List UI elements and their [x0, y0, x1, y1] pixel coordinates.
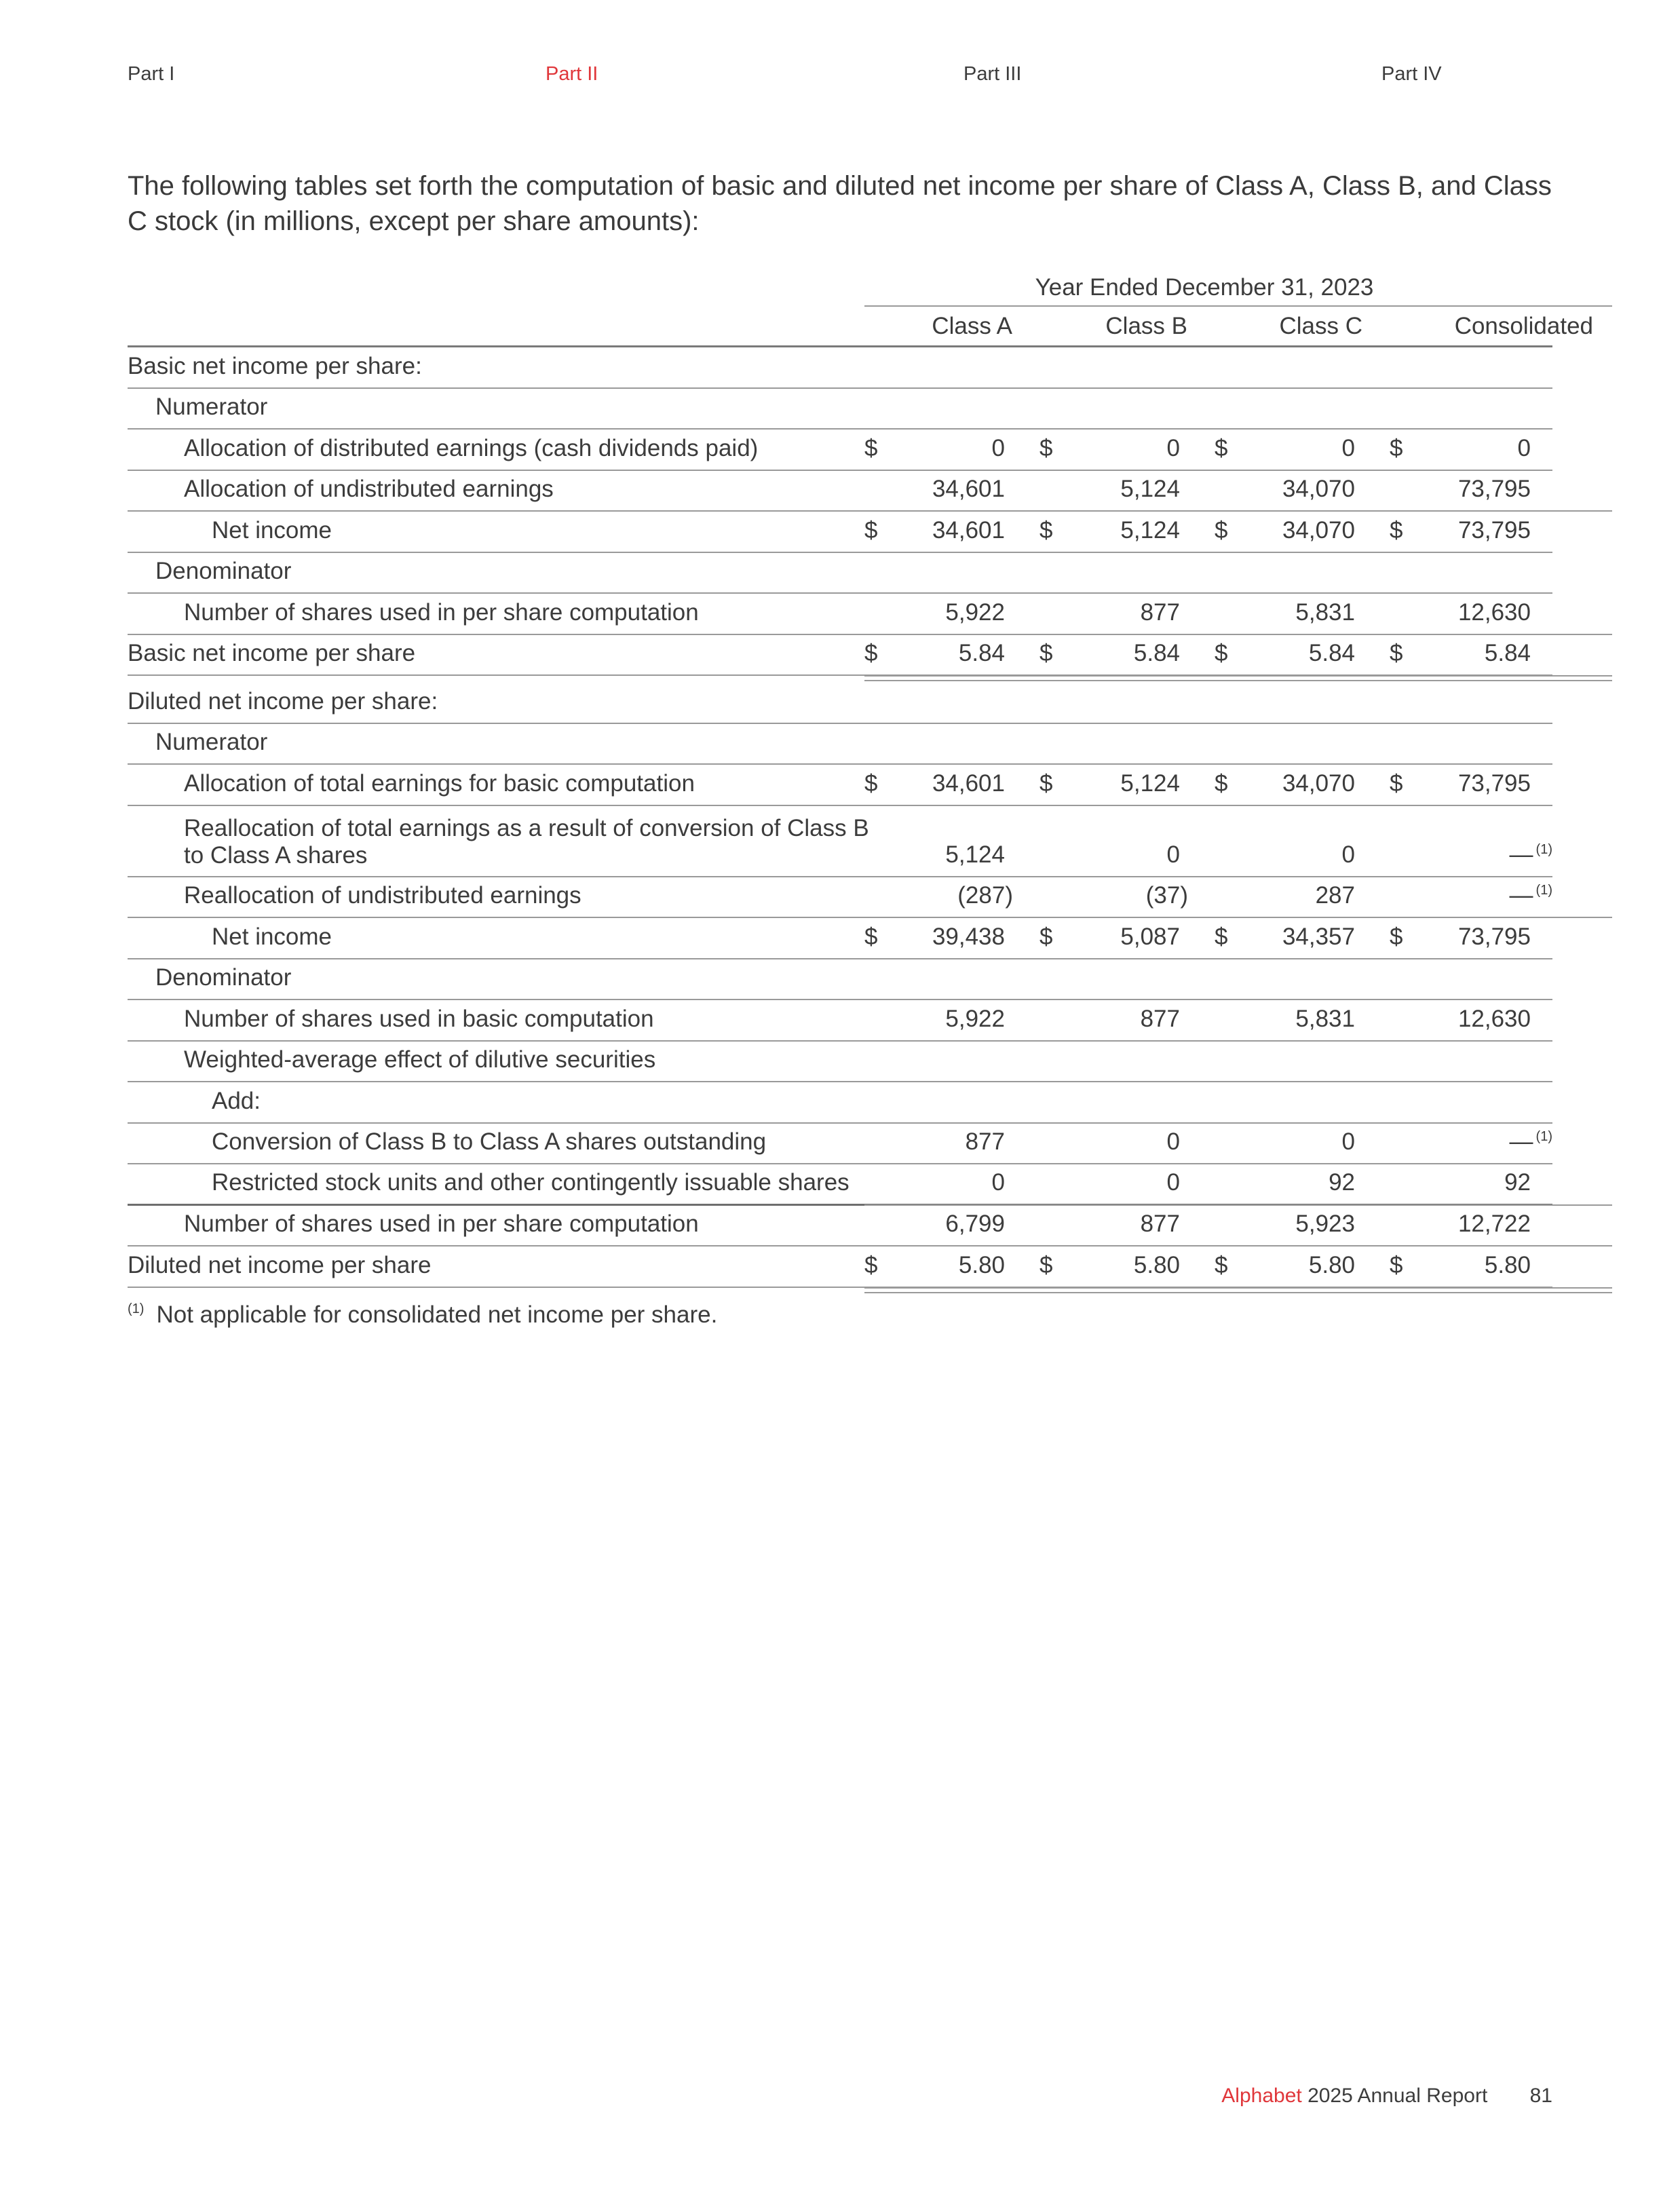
- cell-value: 12,630: [1457, 1005, 1531, 1032]
- row-label: Net income: [212, 516, 332, 544]
- table-row: [128, 347, 1552, 389]
- cell-value: (287): [957, 882, 1013, 909]
- cell-value: 5,922: [945, 1005, 1005, 1032]
- cell-value: 34,601: [932, 516, 1005, 544]
- cell-value: — $^{(1)}$: [1509, 882, 1552, 909]
- page-footer: [1221, 2085, 1552, 2108]
- cell-value: 5.84: [958, 640, 1005, 666]
- row-label: Denominator: [155, 964, 292, 991]
- cell-value: 73,795: [1457, 769, 1531, 797]
- currency-symbol: $: [864, 516, 878, 544]
- footer-brand: Alphabet: [1221, 2085, 1302, 2107]
- currency-symbol: $: [1039, 434, 1053, 461]
- cell-value: 0: [1341, 434, 1355, 461]
- nav-part-4[interactable]: Part IV: [1381, 63, 1442, 85]
- row-label: Diluted net income per share:: [128, 687, 438, 715]
- currency-symbol: $: [864, 923, 878, 950]
- cell-value: 0: [1341, 1128, 1355, 1155]
- table-row: [128, 959, 1552, 1001]
- row-label-line: to Class A shares: [184, 841, 368, 869]
- col-header-class-a: Class A: [932, 313, 1012, 339]
- row-label: Add:: [212, 1087, 261, 1114]
- table-row: [128, 806, 1552, 877]
- cell-value: 5,124: [1120, 769, 1180, 797]
- footnote-text: Not applicable for consolidated net income per share.: [156, 1301, 718, 1328]
- cell-value: 5,831: [1295, 1005, 1355, 1032]
- row-label: Number of shares used in basic computation: [184, 1005, 654, 1032]
- currency-symbol: $: [1390, 516, 1403, 544]
- cell-value: 0: [991, 434, 1005, 461]
- footnote-ref: (1): [1535, 1129, 1552, 1145]
- nav-part-3[interactable]: Part III: [963, 63, 1022, 85]
- currency-symbol: $: [1039, 516, 1053, 544]
- table-row: [128, 635, 1552, 677]
- total-rule: [864, 634, 1612, 635]
- cell-value: 5,831: [1295, 598, 1355, 626]
- currency-symbol: $: [864, 640, 878, 666]
- cell-value: 34,070: [1282, 769, 1355, 797]
- table-row: [128, 1164, 1552, 1206]
- cell-value: 92: [1329, 1168, 1355, 1196]
- footnote-marker: (1): [128, 1301, 145, 1316]
- currency-symbol: $: [1390, 434, 1403, 461]
- cell-value: 12,722: [1457, 1211, 1531, 1237]
- cell-value: 5.80: [958, 1251, 1005, 1278]
- cell-value: 5.80: [1133, 1251, 1180, 1278]
- cell-value: 5.84: [1484, 640, 1531, 666]
- cell-value: 73,795: [1457, 923, 1531, 950]
- cell-value: 73,795: [1457, 516, 1531, 544]
- row-label: Number of shares used in per share computation: [184, 1211, 699, 1237]
- row-label: Weighted-average effect of dilutive securities: [184, 1046, 656, 1073]
- cell-value: 5,087: [1120, 923, 1180, 950]
- row-label: Net income: [212, 923, 332, 950]
- table-row: [128, 594, 1552, 635]
- cell-value: 0: [1166, 841, 1180, 868]
- currency-symbol: $: [1039, 1251, 1053, 1278]
- table-row: [128, 389, 1552, 430]
- cell-value: 34,070: [1282, 516, 1355, 544]
- col-header-class-b: Class B: [1105, 313, 1187, 339]
- table-row: [128, 683, 1552, 724]
- cell-value: 5,923: [1295, 1211, 1355, 1237]
- table-row: [128, 765, 1552, 806]
- footer-title: 2025 Annual Report: [1307, 2085, 1488, 2107]
- cell-value: 34,070: [1282, 476, 1355, 502]
- footnote-ref: (1): [1535, 883, 1552, 898]
- currency-symbol: $: [1215, 769, 1228, 797]
- currency-symbol: $: [1215, 516, 1228, 544]
- table-row: [128, 471, 1552, 512]
- table-row: [128, 724, 1552, 765]
- total-rule: [864, 1204, 1612, 1206]
- cell-value: — $^{(1)}$: [1509, 841, 1552, 868]
- table-row: [128, 430, 1552, 471]
- double-rule: [864, 1287, 1612, 1293]
- nav-part-2[interactable]: Part II: [546, 63, 598, 85]
- currency-symbol: $: [1039, 769, 1053, 797]
- cell-value: 0: [991, 1168, 1005, 1196]
- cell-value: — $^{(1)}$: [1509, 1128, 1552, 1155]
- cell-value: (37): [1145, 882, 1188, 909]
- total-rule: [864, 1245, 1612, 1246]
- currency-symbol: $: [1039, 923, 1053, 950]
- row-label: Denominator: [155, 558, 292, 584]
- row-label: Number of shares used in per share computation: [184, 598, 699, 626]
- table-row: [128, 1082, 1552, 1124]
- row-label: Numerator: [155, 394, 268, 420]
- col-header-consolidated: Consolidated: [1454, 313, 1593, 339]
- row-label: Allocation of total earnings for basic computation: [184, 769, 695, 797]
- cell-value: 877: [1140, 598, 1180, 626]
- table-header-columns-row: [128, 307, 1593, 347]
- footnote: [128, 1301, 717, 1329]
- table-row: [128, 877, 1552, 919]
- double-rule: [864, 675, 1612, 681]
- eps-table: [128, 271, 1593, 1288]
- cell-value: 877: [1140, 1005, 1180, 1032]
- cell-value: 5,124: [945, 841, 1005, 868]
- currency-symbol: $: [864, 1251, 878, 1278]
- cell-value: 0: [1166, 434, 1180, 461]
- cell-value: 5.84: [1133, 640, 1180, 666]
- cell-value: 34,357: [1282, 923, 1355, 950]
- cell-value: 6,799: [945, 1211, 1005, 1237]
- row-label: Diluted net income per share: [128, 1251, 432, 1278]
- total-rule: [864, 917, 1612, 918]
- cell-value: 73,795: [1457, 476, 1531, 502]
- cell-value: 92: [1504, 1168, 1531, 1196]
- table-row: [128, 553, 1552, 594]
- row-label: Reallocation of undistributed earnings: [184, 882, 581, 909]
- currency-symbol: $: [1390, 1251, 1403, 1278]
- table-row: [128, 1042, 1552, 1083]
- row-label: Numerator: [155, 729, 268, 755]
- cell-value: 877: [1140, 1211, 1180, 1237]
- cell-value: 0: [1341, 841, 1355, 868]
- table-header-period-row: [128, 271, 1552, 307]
- table-row: [128, 1206, 1552, 1247]
- row-label: Allocation of undistributed earnings: [184, 476, 554, 502]
- cell-value: 5,922: [945, 598, 1005, 626]
- currency-symbol: $: [1390, 640, 1403, 666]
- cell-value: 0: [1166, 1168, 1180, 1196]
- row-label: Conversion of Class B to Class A shares outstanding: [212, 1128, 767, 1155]
- cell-value: 5,124: [1120, 516, 1180, 544]
- col-header-class-c: Class C: [1279, 313, 1362, 339]
- nav-part-1[interactable]: Part I: [128, 63, 175, 85]
- row-label: Basic net income per share: [128, 640, 416, 666]
- footnote-ref: (1): [1535, 841, 1552, 857]
- table-row: [128, 1124, 1552, 1165]
- row-label: Basic net income per share:: [128, 352, 422, 379]
- row-label-line: Reallocation of total earnings as a result of conversion of Class B: [184, 814, 869, 841]
- row-label: [184, 815, 869, 869]
- currency-symbol: $: [1390, 923, 1403, 950]
- table-row: [128, 1000, 1552, 1042]
- cell-value: 877: [965, 1128, 1005, 1155]
- cell-value: 34,601: [932, 769, 1005, 797]
- cell-value: 5.80: [1308, 1251, 1355, 1278]
- cell-value: 12,630: [1457, 598, 1531, 626]
- cell-value: 0: [1517, 434, 1531, 461]
- total-rule: [864, 510, 1612, 512]
- currency-symbol: $: [1215, 640, 1228, 666]
- currency-symbol: $: [1039, 640, 1053, 666]
- section-nav: [0, 63, 1680, 90]
- row-label: Allocation of distributed earnings (cash dividends paid): [184, 434, 759, 461]
- table-row: [128, 512, 1552, 553]
- period-header: Year Ended December 31, 2023: [1035, 274, 1374, 301]
- currency-symbol: $: [864, 769, 878, 797]
- cell-value: 5,124: [1120, 476, 1180, 502]
- table-row: [128, 1246, 1552, 1288]
- currency-symbol: $: [864, 434, 878, 461]
- currency-symbol: $: [1215, 434, 1228, 461]
- cell-value: 5.84: [1308, 640, 1355, 666]
- currency-symbol: $: [1215, 1251, 1228, 1278]
- page-number: 81: [1529, 2085, 1552, 2107]
- cell-value: 39,438: [932, 923, 1005, 950]
- row-label: Restricted stock units and other contingently issuable shares: [212, 1168, 849, 1196]
- cell-value: 5.80: [1484, 1251, 1531, 1278]
- cell-value: 287: [1315, 882, 1355, 909]
- cell-value: 34,601: [932, 476, 1005, 502]
- table-row: [128, 918, 1552, 959]
- cell-value: 0: [1166, 1128, 1180, 1155]
- currency-symbol: $: [1215, 923, 1228, 950]
- intro-paragraph: The following tables set forth the computation of basic and diluted net income per share of Class A, Class B, and Class C stock (in millions, except per share amounts):: [128, 171, 1552, 236]
- currency-symbol: $: [1390, 769, 1403, 797]
